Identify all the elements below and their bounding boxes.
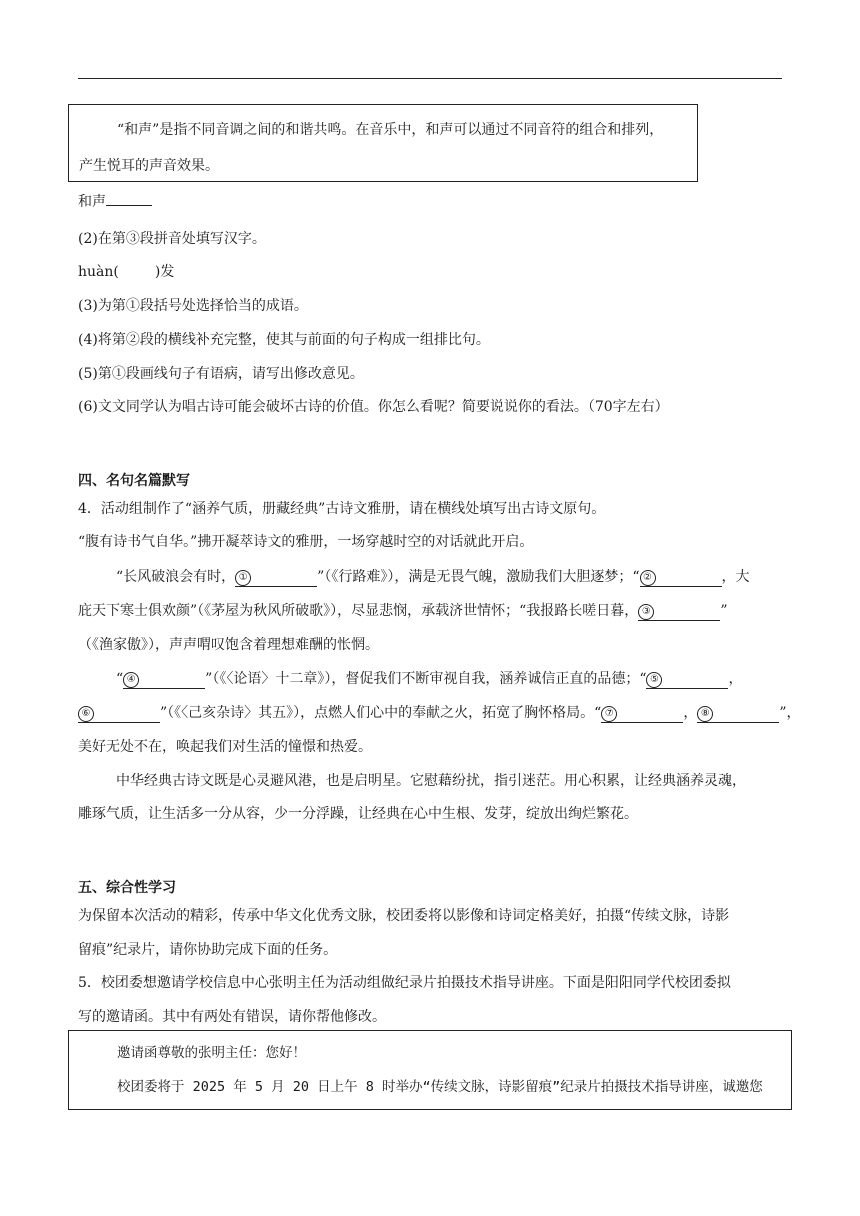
definition-line-1: “和声”是指不同音调之间的和谐共鸣。在音乐中，和声可以通过不同音符的组合和排列， [117,122,664,138]
poem-para-3-line-1: 中华经典古诗文既是心灵避风港，也是启明星。它慰藉纷扰，指引迷茫。用心积累，让经典涵养灵魂， [116,773,746,789]
blank-6[interactable] [78,705,160,723]
invitation-letter-box [68,1030,792,1110]
q2-suffix: )发 [154,264,175,280]
q1-blank[interactable] [106,191,152,206]
section-5-intro-2: 留痕”纪录片，请你协助完成下面的任务。 [78,942,338,958]
poem-para-2-line-2 [78,702,800,723]
header-rule [78,78,782,79]
blank-1[interactable] [235,569,317,587]
blank-number: ① [235,570,251,586]
q1-word: 和声 [78,194,106,210]
blank-2[interactable] [640,569,722,587]
definition-box [68,104,698,182]
text: ”（《〈己亥杂诗〉其五》），点燃人们心中的奉献之火，拓宽了胸怀格局。“ [160,705,602,721]
question-3: (3)为第①段括号处选择恰当的成语。 [78,298,308,314]
text: ， [683,705,698,721]
text: ”（《〈论语〉十二章》），督促我们不断审视自我，涵养诚信正直的品德；“ [205,671,647,687]
q2-pinyin-line [78,261,174,281]
text: 庇天下寒士俱欢颜”（《茅屋为秋风所破歌》），尽显悲悯，承载济世情怀；“我报路长嗟日暮， [78,603,639,619]
text: “长风破浪会有时， [116,569,236,585]
text: ， [728,671,743,687]
poem-para-2-line-1 [116,668,742,689]
q5-line-2: 写的邀请函。其中有两处有错误，请你帮他修改。 [78,1009,386,1025]
section-5-title: 五、综合性学习 [78,880,176,896]
text: ”（《行路难》），满是无畏气魄，激励我们大胆逐梦；“ [317,569,640,585]
blank-number: ⑦ [601,706,617,722]
poem-para-1-line-2 [78,600,727,621]
q4-opening-line: “腹有诗书气自华。”拂开凝萃诗文的雅册，一场穿越时空的对话就此开启。 [78,534,534,550]
poem-para-2-line-3: 美好无处不在，唤起我们对生活的憧憬和热爱。 [78,739,372,755]
q5-line-1: 5．校团委想邀请学校信息中心张明主任为活动组做纪录片拍摄技术指导讲座。下面是阳阳同学代校团委拟 [78,975,731,991]
section-5-intro-1: 为保留本次活动的精彩，传承中华文化优秀文脉，校团委将以影像和诗词定格美好，拍摄“传续文脉，诗影 [78,908,730,924]
blank-7[interactable] [601,705,683,723]
blank-number: ⑤ [646,672,662,688]
definition-line-2: 产生悦耳的声音效果。 [79,158,219,174]
q1-answer-line [78,191,152,211]
poem-para-3-line-2: 雕琢气质，让生活多一分从容，少一分浮躁，让经典在心中生根、发芽，绽放出绚烂繁花。 [78,806,638,822]
letter-line-2: 校团委将于 2025 年 5 月 20 日上午 8 时举办“传续文脉，诗影留痕”纪录片拍摄技术指导讲座，诚邀您 [117,1079,763,1095]
text: ” [720,603,728,619]
poem-para-1-line-1 [116,566,750,587]
blank-number: ⑧ [697,706,713,722]
blank-5[interactable] [646,671,728,689]
blank-3[interactable] [638,603,720,621]
blank-4[interactable] [123,671,205,689]
blank-number: ⑥ [78,706,94,722]
question-2: (2)在第③段拼音处填写汉字。 [78,231,266,247]
blank-number: ② [640,570,656,586]
blank-number: ④ [123,672,139,688]
section-4-title: 四、名句名篇默写 [78,473,190,489]
poem-para-1-line-3: （《渔家傲》），声声喟叹饱含着理想难酬的怅惘。 [78,637,379,653]
question-6: (6)文文同学认为唱古诗可能会破坏古诗的价值。你怎么看呢？简要说说你的看法。（70字左右） [78,399,669,415]
blank-number: ③ [638,604,654,620]
q4-intro: 4．活动组制作了“涵养气质，册藏经典”古诗文雅册，请在横线处填写出古诗文原句。 [78,501,606,517]
letter-line-1: 邀请函尊敬的张明主任：您好！ [117,1045,306,1061]
blank-8[interactable] [697,705,779,723]
question-4: (4)将第②段的横线补充完整，使其与前面的句子构成一组排比句。 [78,332,490,348]
q2-pinyin: huàn( [78,264,119,280]
question-5: (5)第①段画线句子有语病，请写出修改意见。 [78,366,364,382]
text: ”， [779,705,801,721]
text: “ [116,671,124,687]
text: ，大 [721,569,750,585]
